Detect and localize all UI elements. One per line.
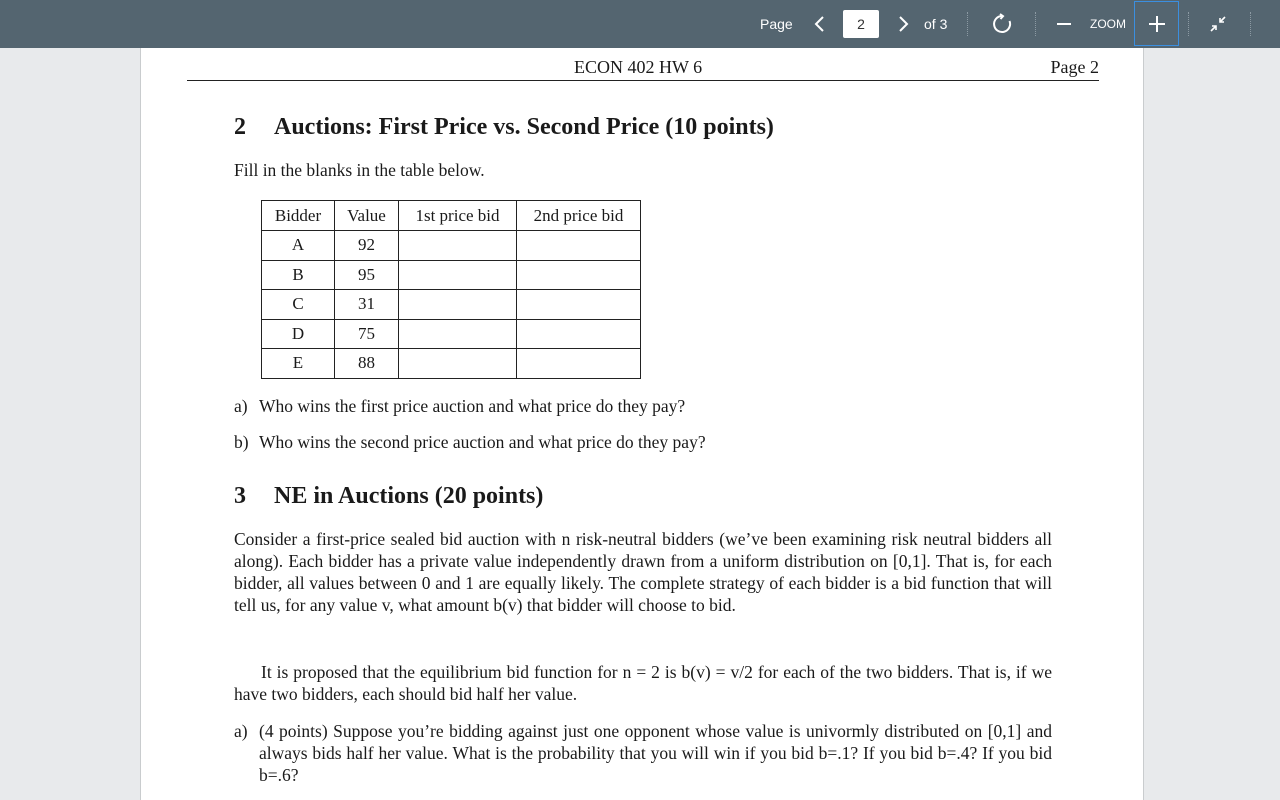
second-price-bid-cell	[517, 349, 641, 379]
question-a	[234, 395, 685, 417]
toolbar-divider	[1035, 12, 1036, 36]
value-cell: 88	[335, 349, 399, 379]
bidder-cell: C	[262, 290, 335, 320]
toolbar-divider	[967, 12, 968, 36]
second-price-bid-cell	[517, 260, 641, 290]
minus-icon	[1057, 17, 1071, 31]
page-label: Page	[760, 16, 793, 32]
zoom-in-button[interactable]	[1134, 1, 1179, 46]
table-row	[262, 290, 641, 320]
table-header-row	[262, 201, 641, 231]
bids-table	[261, 200, 641, 379]
bidder-cell: D	[262, 319, 335, 349]
bidder-cell: E	[262, 349, 335, 379]
section-title: Auctions: First Price vs. Second Price (10 points)	[274, 114, 774, 140]
toolbar-divider	[1188, 12, 1189, 36]
zoom-out-button[interactable]	[1056, 10, 1072, 38]
column-header-second-price-bid: 2nd price bid	[517, 201, 641, 231]
second-price-bid-cell	[517, 231, 641, 261]
second-price-bid-cell	[517, 319, 641, 349]
page-count-label: of 3	[924, 16, 948, 32]
first-price-bid-cell	[399, 260, 517, 290]
question-text: (4 points) Suppose you’re bidding against just one opponent whose value is univormly distributed on [0,1] and always bids half her value. What is the probability that you will win if you bid b=.1? If you bid b=.4? If you bid b=.6?	[259, 721, 1052, 785]
first-price-bid-cell	[399, 290, 517, 320]
chevron-right-icon	[897, 15, 909, 33]
column-header-bidder: Bidder	[262, 201, 335, 231]
question-label: a)	[234, 721, 248, 741]
course-title: ECON 402 HW 6	[574, 57, 703, 77]
section-number: 2	[234, 114, 246, 140]
second-price-bid-cell	[517, 290, 641, 320]
bidder-cell: A	[262, 231, 335, 261]
question-text: Who wins the first price auction and what price do they pay?	[259, 396, 686, 416]
next-page-button[interactable]	[891, 10, 915, 38]
collapse-icon	[1209, 15, 1227, 33]
section-3-paragraph-1: Consider a first-price sealed bid auction with n risk-neutral bidders (we’ve been examining risk neutral bidders all along). Each bidder has a private value independently drawn from a uniform distribution on [0,1]. That is, for each bidder, all values between 0 and 1 are equally likely. The complete strategy of each bidder is a bid function that will tell us, for any value v, what amount b(v) that bidder will choose to bid.	[234, 529, 1052, 615]
page-number: Page 2	[1050, 57, 1099, 77]
question-label: a)	[234, 396, 248, 416]
value-cell: 75	[335, 319, 399, 349]
table-row	[262, 231, 641, 261]
section-3-paragraph-2: It is proposed that the equilibrium bid function for n = 2 is b(v) = v/2 for each of the two bidders. That is, if we have two bidders, each should bid half her value.	[234, 662, 1052, 704]
page-number-input[interactable]	[843, 10, 879, 38]
table-row	[262, 260, 641, 290]
bidder-cell: B	[262, 260, 335, 290]
chevron-left-icon	[814, 15, 826, 33]
first-price-bid-cell	[399, 231, 517, 261]
section-3-heading	[234, 483, 543, 510]
question-label: b)	[234, 432, 249, 452]
plus-icon	[1149, 16, 1165, 32]
section-title: NE in Auctions (20 points)	[274, 483, 544, 509]
table-row	[262, 319, 641, 349]
first-price-bid-cell	[399, 319, 517, 349]
section-2-heading	[234, 114, 774, 141]
value-cell: 31	[335, 290, 399, 320]
column-header-first-price-bid: 1st price bid	[399, 201, 517, 231]
column-header-value: Value	[335, 201, 399, 231]
question-3a	[234, 720, 1052, 786]
zoom-label: ZOOM	[1090, 17, 1126, 31]
section-number: 3	[234, 483, 246, 509]
question-text: Who wins the second price auction and what price do they pay?	[259, 432, 706, 452]
rotate-button[interactable]	[988, 10, 1016, 38]
fit-to-page-button[interactable]	[1204, 10, 1232, 38]
running-header	[187, 57, 1099, 81]
pdf-toolbar	[0, 0, 1280, 48]
rotate-icon	[991, 13, 1013, 35]
first-price-bid-cell	[399, 349, 517, 379]
question-b	[234, 431, 706, 453]
value-cell: 92	[335, 231, 399, 261]
pdf-page	[140, 48, 1144, 800]
previous-page-button[interactable]	[808, 10, 832, 38]
table-instructions: Fill in the blanks in the table below.	[234, 160, 485, 180]
table-row	[262, 349, 641, 379]
toolbar-divider	[1250, 12, 1251, 36]
value-cell: 95	[335, 260, 399, 290]
